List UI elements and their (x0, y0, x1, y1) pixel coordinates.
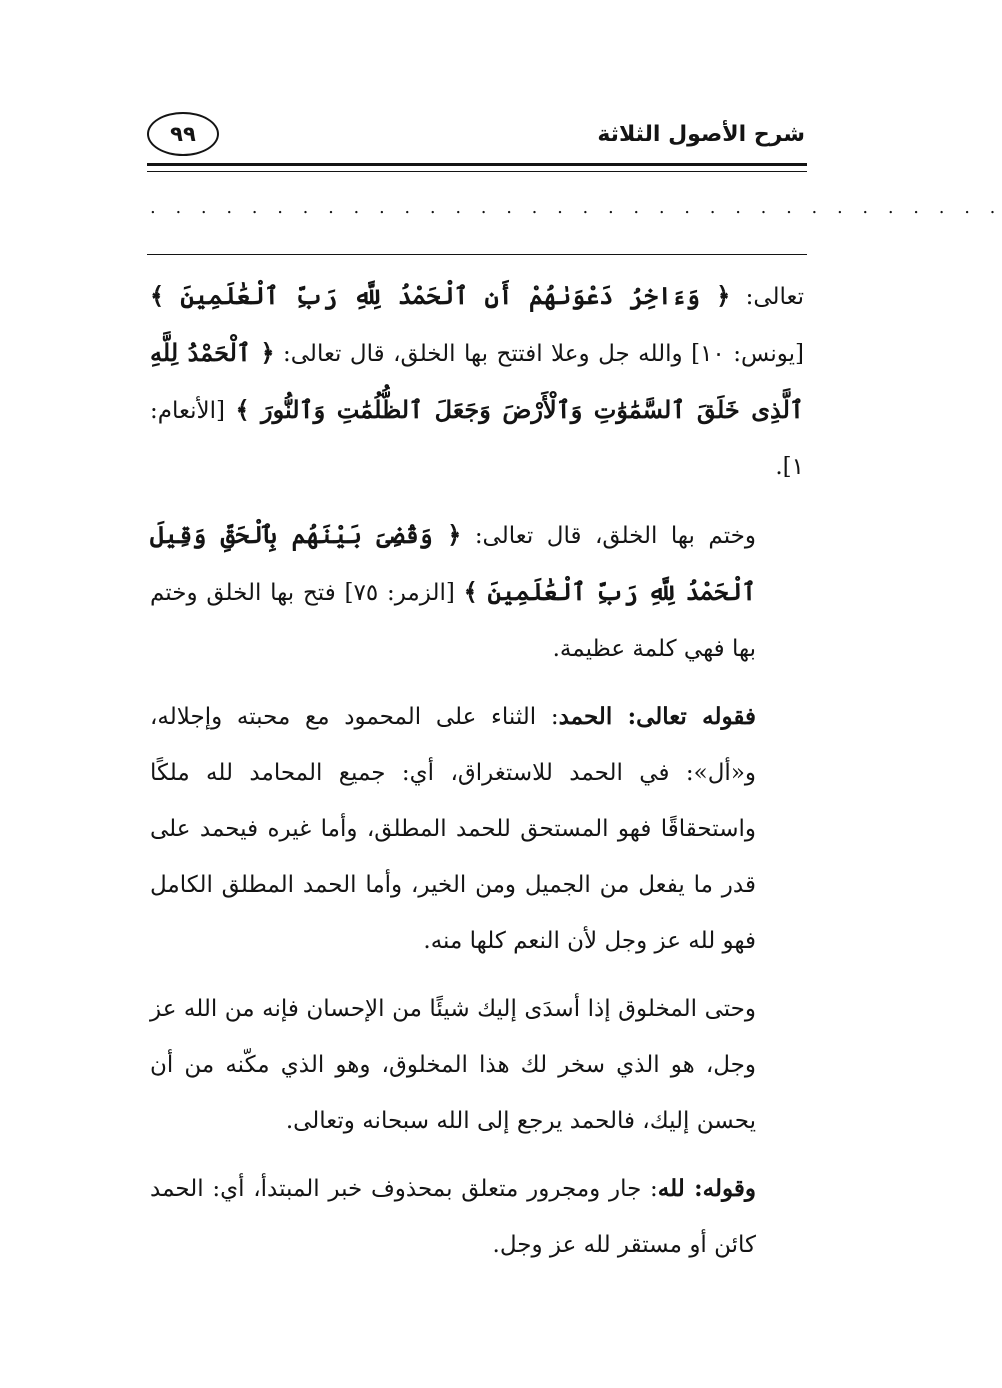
text-segment: [يونس: ١٠] والله جل وعلا افتتح بها الخلق، قال تعالى: (274, 341, 804, 367)
quran-verse: ﴿ وَقُضِىَ بَيْنَهُم بِٱلْحَقِّ وَقِيلَ ٱلْحَمْدُ لِلَّهِ رَبِّ ٱلْعَٰلَمِينَ ﴾ (150, 520, 757, 606)
text-segment: تعالى: (730, 284, 805, 310)
body-text (150, 268, 804, 1273)
text-segment: : جار ومجرور متعلق بمحذوف خبر المبتدأ، أي: الحمد كائن أو مستقر لله عز وجل. (150, 1176, 756, 1258)
header-rule-thick (147, 163, 807, 166)
bold-lead: وقوله: لله (657, 1175, 756, 1202)
text-segment: : الثناء على المحمود مع محبته وإجلاله، و«أل»: في الحمد للاستغراق، أي: جميع المحامد لله ملكًا واستحقاقًا فهو المستحق للحمد المطلق، وأما غيره فيحمد على قدر ما يفعل من الجميل ومن الخير، وأما الحمد المطلق الكامل فهو لله عز وجل لأن النعم كلها منه. (150, 704, 756, 954)
paragraph (150, 981, 804, 1149)
paragraph (150, 1161, 804, 1273)
running-header-title: شرح الأصول الثلاثة (597, 122, 805, 147)
bold-lead: فقوله تعالى: الحمد (558, 703, 756, 730)
page-number: ٩٩ (147, 112, 219, 156)
quran-verse: ﴿ ٱلْحَمْدُ لِلَّهِ ٱلَّذِى خَلَقَ ٱلسَّمَٰوَٰتِ وَٱلْأَرْضَ وَجَعَلَ ٱلظُّلُمَٰتِ وَٱلنُّورَ ﴾ (150, 338, 804, 424)
text-segment: وختم بها الخلق، قال تعالى: (461, 523, 757, 549)
paragraph (150, 689, 804, 969)
section-rule (147, 254, 807, 255)
text-segment: [الزمر: ٧٥] فتح بها الخلق وختم بها فهي كلمة عظيمة. (150, 580, 756, 662)
paragraph (150, 268, 804, 495)
text-segment: [الأنعام: ١]. (150, 398, 804, 480)
text-segment: وحتى المخلوق إذا أسدَى إليك شيئًا من الإحسان فإنه من الله عز وجل، هو الذي سخر لك هذا المخلوق، وهو الذي مكّنه من أن يحسن إليك، فالحمد يرجع إلى الله سبحانه وتعالى. (150, 996, 756, 1134)
header-rule-thin (147, 171, 807, 172)
quran-verse: ﴿ وَءَاخِرُ دَعْوَىٰهُمْ أَنِ ٱلْحَمْدُ لِلَّهِ رَبِّ ٱلْعَٰلَمِينَ ﴾ (150, 281, 731, 310)
paragraph (150, 507, 804, 677)
dotted-separator: . . . . . . . . . . . . . . . . . . . . . . . . . . . . . . . . . . (150, 197, 1002, 218)
